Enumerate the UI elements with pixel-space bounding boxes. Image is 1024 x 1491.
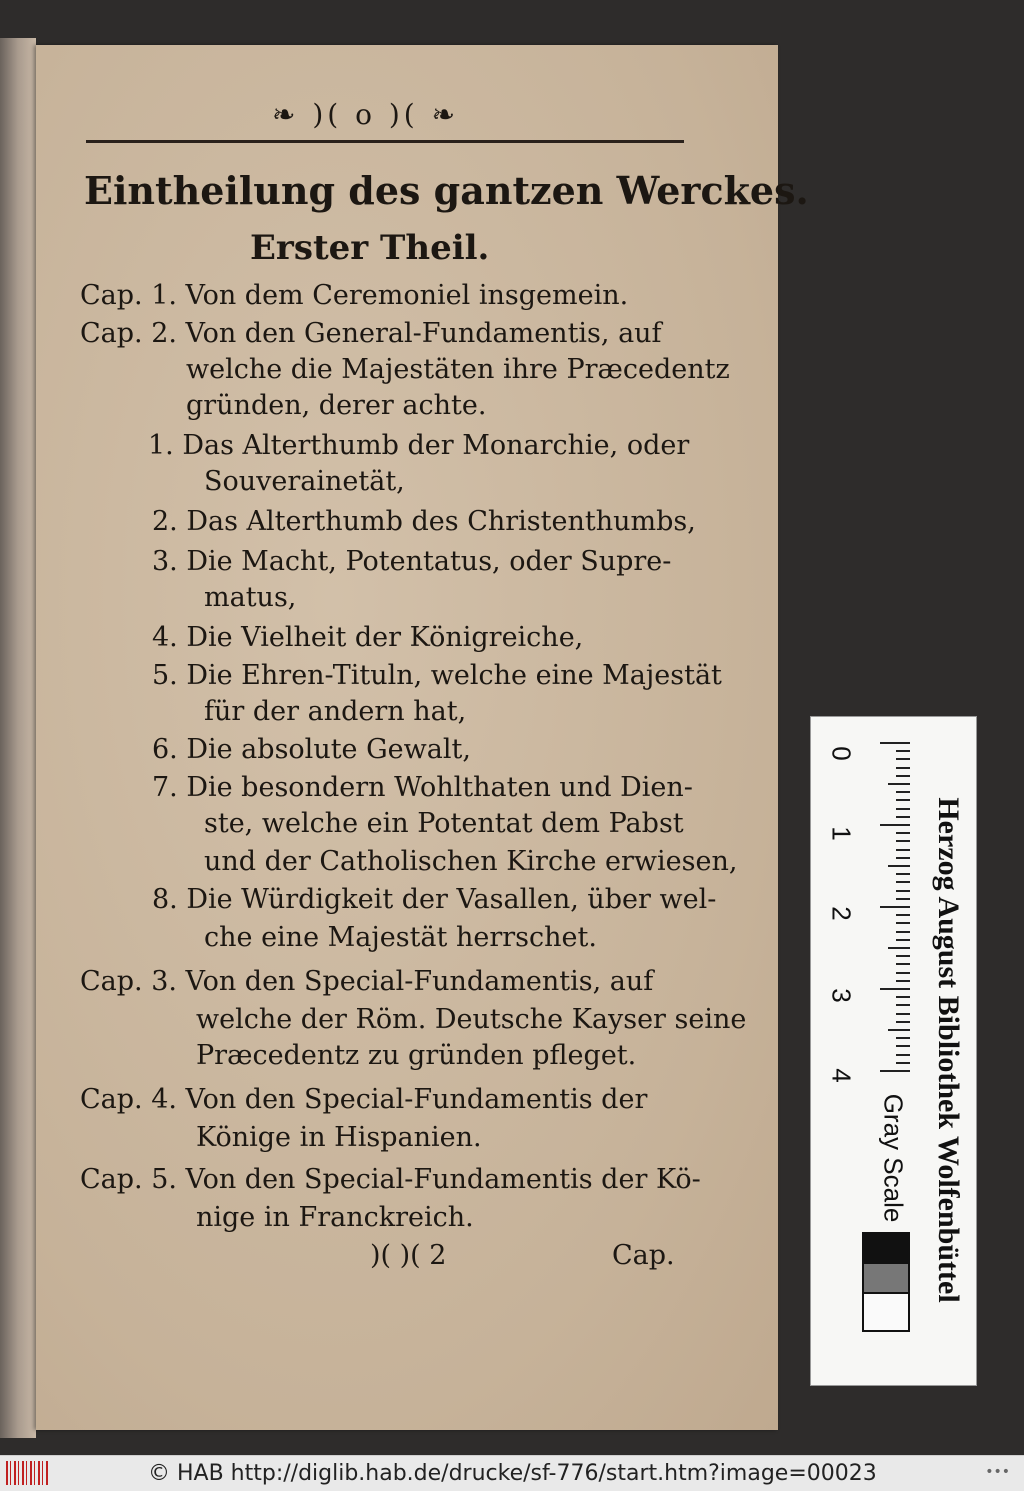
catchword: Cap. [612, 1240, 675, 1271]
signature-mark: )( )( 2 [370, 1240, 447, 1271]
ruler-tick [896, 767, 910, 769]
ruler-tick [896, 1021, 910, 1023]
ruler-tick [896, 1004, 910, 1006]
gray-scale-label: Gray Scale [878, 1093, 909, 1223]
ruler-tick [896, 808, 910, 810]
ruler-tick [896, 898, 910, 900]
ruler-number: 2 [826, 906, 857, 921]
ruler-tick [888, 865, 910, 867]
footer-bar [0, 1455, 1024, 1491]
text-line: Cap. 5. Von den Special-Fundamentis der Kö- [80, 1164, 701, 1195]
text-line: Cap. 1. Von dem Ceremoniel insgemein. [80, 280, 629, 311]
ruler-tick [896, 922, 910, 924]
ruler-tick [896, 955, 910, 957]
ruler-tick [896, 799, 910, 801]
ruler-tick [896, 849, 910, 851]
ruler-tick [880, 1070, 910, 1072]
ruler-tick [880, 742, 910, 744]
text-line: 1. Das Alterthumb der Monarchie, oder [148, 430, 690, 461]
ruler-tick [896, 996, 910, 998]
ruler-number: 1 [826, 826, 857, 841]
ruler-tick [896, 816, 910, 818]
ruler-tick [896, 914, 910, 916]
ruler-tick [896, 775, 910, 777]
ruler-tick [888, 947, 910, 949]
text-line: Souverainetät, [204, 466, 405, 497]
text-line: Cap. 3. Von den Special-Fundamentis, auf [80, 966, 654, 997]
text-line: nige in Franckreich. [196, 1202, 474, 1233]
page-title: Eintheilung des gantzen Werckes. [84, 168, 809, 213]
ruler-tick [896, 750, 910, 752]
ruler-tick [896, 939, 910, 941]
text-line: Præcedentz zu gründen pfleget. [196, 1040, 637, 1071]
ruler-tick [888, 1029, 910, 1031]
text-line: gründen, derer achte. [186, 390, 487, 421]
ruler-tick [896, 1037, 910, 1039]
text-line: welche der Röm. Deutsche Kayser seine [196, 1004, 747, 1035]
ruler-tick [896, 1054, 910, 1056]
copyright-url[interactable]: © HAB http://diglib.hab.de/drucke/sf-776/start.htm?image=00023 [148, 1461, 877, 1486]
text-line: und der Catholischen Kirche erwiesen, [204, 846, 738, 877]
ruler-tick [880, 824, 910, 826]
barcode-icon [6, 1461, 50, 1485]
ruler-tick [880, 988, 910, 990]
ruler-number: 4 [826, 1068, 857, 1083]
ruler-tick [896, 881, 910, 883]
text-line: 2. Das Alterthumb des Christenthumbs, [152, 506, 696, 537]
text-line: ste, welche ein Potentat dem Pabst [204, 808, 684, 839]
text-line: 4. Die Vielheit der Königreiche, [152, 622, 584, 653]
text-line: 7. Die besondern Wohlthaten und Dien- [152, 772, 693, 803]
ruler-tick [896, 963, 910, 965]
ruler-tick [896, 890, 910, 892]
text-line: 5. Die Ehren-Tituln, welche eine Majestät [152, 660, 722, 691]
gray-swatch-white [862, 1292, 910, 1332]
text-line: 6. Die absolute Gewalt, [152, 734, 471, 765]
ruler-tick [896, 1013, 910, 1015]
text-line: welche die Majestäten ihre Præcedentz [186, 354, 730, 385]
ruler-tick [896, 1062, 910, 1064]
more-icon[interactable]: ••• [985, 1464, 1010, 1480]
part-heading: Erster Theil. [250, 228, 490, 268]
ruler-tick [896, 873, 910, 875]
ruler-tick [896, 832, 910, 834]
header-rule [86, 140, 684, 143]
ruler-label: Herzog August Bibliothek Wolfenbüttel [932, 797, 965, 1303]
ruler-number: 0 [826, 746, 857, 761]
ruler-tick [896, 980, 910, 982]
text-line: 8. Die Würdigkeit der Vasallen, über wel- [152, 884, 717, 915]
ruler-tick [896, 840, 910, 842]
text-line: 3. Die Macht, Potentatus, oder Supre- [152, 546, 672, 577]
ruler-tick [896, 1045, 910, 1047]
ruler-tick [896, 791, 910, 793]
ruler-tick [896, 972, 910, 974]
text-line: Cap. 4. Von den Special-Fundamentis der [80, 1084, 648, 1115]
ruler-tick [896, 758, 910, 760]
text-line: che eine Majestät herrschet. [204, 922, 597, 953]
ruler-tick [896, 857, 910, 859]
text-line: matus, [204, 582, 297, 613]
ruler-number: 3 [826, 988, 857, 1003]
ruler-tick [896, 931, 910, 933]
adjacent-page-edge [0, 38, 36, 1438]
ruler-tick [880, 906, 910, 908]
header-ornament: ❧ )( o )( ❧ [272, 98, 460, 131]
text-line: Cap. 2. Von den General-Fundamentis, auf [80, 318, 662, 349]
ruler-tick [888, 783, 910, 785]
text-line: Könige in Hispanien. [196, 1122, 482, 1153]
text-line: für der andern hat, [204, 696, 467, 727]
ruler-ticks [880, 742, 910, 1082]
